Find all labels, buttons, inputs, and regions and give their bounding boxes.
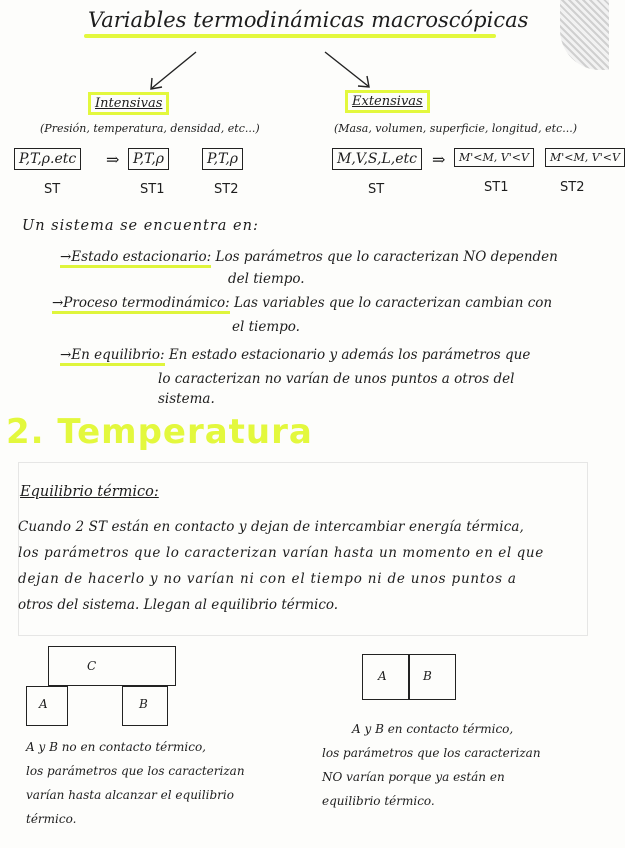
right-caption-3: NO varían porque ya están en bbox=[322, 770, 505, 784]
extensivas-label-text: Extensivas bbox=[352, 94, 423, 109]
intensivas-implies-arrow: ⇒ bbox=[106, 150, 120, 169]
box-a-left-label: A bbox=[39, 697, 48, 711]
paragraph-line-4: otros del sistema. Llegan al equilibrio térmico. bbox=[18, 597, 339, 613]
right-caption-1: A y B en contacto térmico, bbox=[352, 722, 514, 736]
equilibrio-subtitle bbox=[20, 484, 159, 500]
equilibrio-subtitle-text: Equilibrio térmico: bbox=[20, 484, 159, 500]
intensivas-box-st bbox=[14, 148, 81, 170]
intensivas-box-st2 bbox=[202, 148, 243, 170]
estacionario-line1: Los parámetros que lo caracterizan NO dependen bbox=[215, 249, 558, 265]
extensivas-box-st1-text: M'<M, V'<V bbox=[459, 151, 529, 164]
box-b-left-label: B bbox=[139, 697, 148, 711]
intensivas-box-st1-text: P,T,ρ bbox=[133, 151, 164, 167]
equilibrio-term: →En equilibrio: bbox=[60, 347, 165, 366]
estacionario-term: →Estado estacionario: bbox=[60, 249, 211, 268]
intensivas-examples: (Presión, temperatura, densidad, etc...) bbox=[40, 122, 260, 135]
equilibrio-line1: En estado estacionario y además los parámetros que bbox=[168, 347, 531, 363]
proceso-line2: el tiempo. bbox=[232, 319, 300, 335]
intensivas-box-st-text: P,T,ρ.etc bbox=[19, 151, 77, 167]
intensivas-box-st1 bbox=[128, 148, 169, 170]
sistema-item-equilibrio bbox=[60, 342, 605, 368]
box-b-right bbox=[408, 654, 456, 700]
intensivas-label bbox=[88, 92, 169, 115]
extensivas-box-st2-text: M'<M, V'<V bbox=[550, 151, 620, 164]
proceso-term: →Proceso termodinámico: bbox=[52, 295, 230, 314]
page-title-text: Variables termodinámicas macroscópicas bbox=[88, 8, 529, 32]
extensivas-box-st1 bbox=[454, 148, 534, 167]
box-a-left bbox=[26, 686, 68, 726]
paragraph-line-2: los parámetros que lo caracterizan varían hasta un momento en el que bbox=[18, 545, 544, 561]
box-a-right bbox=[362, 654, 410, 700]
left-caption-4: térmico. bbox=[26, 812, 77, 826]
proceso-line1: Las variables que lo caracterizan cambian con bbox=[234, 295, 553, 311]
extensivas-box-st bbox=[332, 148, 422, 170]
sistema-item-estacionario bbox=[60, 244, 600, 270]
intensivas-box-st2-text: P,T,ρ bbox=[207, 151, 238, 167]
extensivas-box-st2 bbox=[545, 148, 625, 167]
estacionario-line2: del tiempo. bbox=[228, 271, 305, 287]
extensivas-examples: (Masa, volumen, superficie, longitud, etc...) bbox=[334, 122, 578, 135]
box-b-left bbox=[122, 686, 168, 726]
sistema-intro: Un sistema se encuentra en: bbox=[22, 218, 259, 234]
intensivas-st2-label: ST2 bbox=[214, 182, 239, 197]
extensivas-st-label: ST bbox=[368, 182, 385, 197]
equilibrio-line3: sistema. bbox=[158, 391, 215, 407]
extensivas-label bbox=[345, 90, 430, 113]
sistema-item-proceso bbox=[52, 290, 602, 316]
extensivas-implies-arrow: ⇒ bbox=[432, 150, 446, 169]
left-caption-1: A y B no en contacto térmico, bbox=[26, 740, 206, 754]
equilibrio-line2: lo caracterizan no varían de unos puntos a otros del bbox=[158, 371, 515, 387]
right-caption-2: los parámetros que los caracterizan bbox=[322, 746, 541, 760]
right-caption-4: equilibrio térmico. bbox=[322, 794, 435, 808]
extensivas-box-st-text: M,V,S,L,etc bbox=[337, 151, 417, 167]
extensivas-st2-label: ST2 bbox=[560, 180, 585, 195]
branch-arrows bbox=[0, 0, 609, 100]
box-c-label: C bbox=[87, 659, 97, 673]
section-title: 2. Temperatura bbox=[6, 412, 313, 452]
intensivas-st-label: ST bbox=[44, 182, 61, 197]
left-caption-3: varían hasta alcanzar el equilibrio bbox=[26, 788, 234, 802]
box-c bbox=[48, 646, 176, 686]
box-a-right-label: A bbox=[378, 669, 387, 683]
left-caption-2: los parámetros que los caracterizan bbox=[26, 764, 245, 778]
paragraph-line-3: dejan de hacerlo y no varían ni con el tiempo ni de unos puntos a bbox=[18, 571, 517, 587]
paragraph-line-1: Cuando 2 ST están en contacto y dejan de intercambiar energía térmica, bbox=[18, 519, 524, 535]
intensivas-label-text: Intensivas bbox=[95, 96, 163, 111]
extensivas-st1-label: ST1 bbox=[484, 180, 509, 195]
box-b-right-label: B bbox=[423, 669, 432, 683]
intensivas-st1-label: ST1 bbox=[140, 182, 165, 197]
